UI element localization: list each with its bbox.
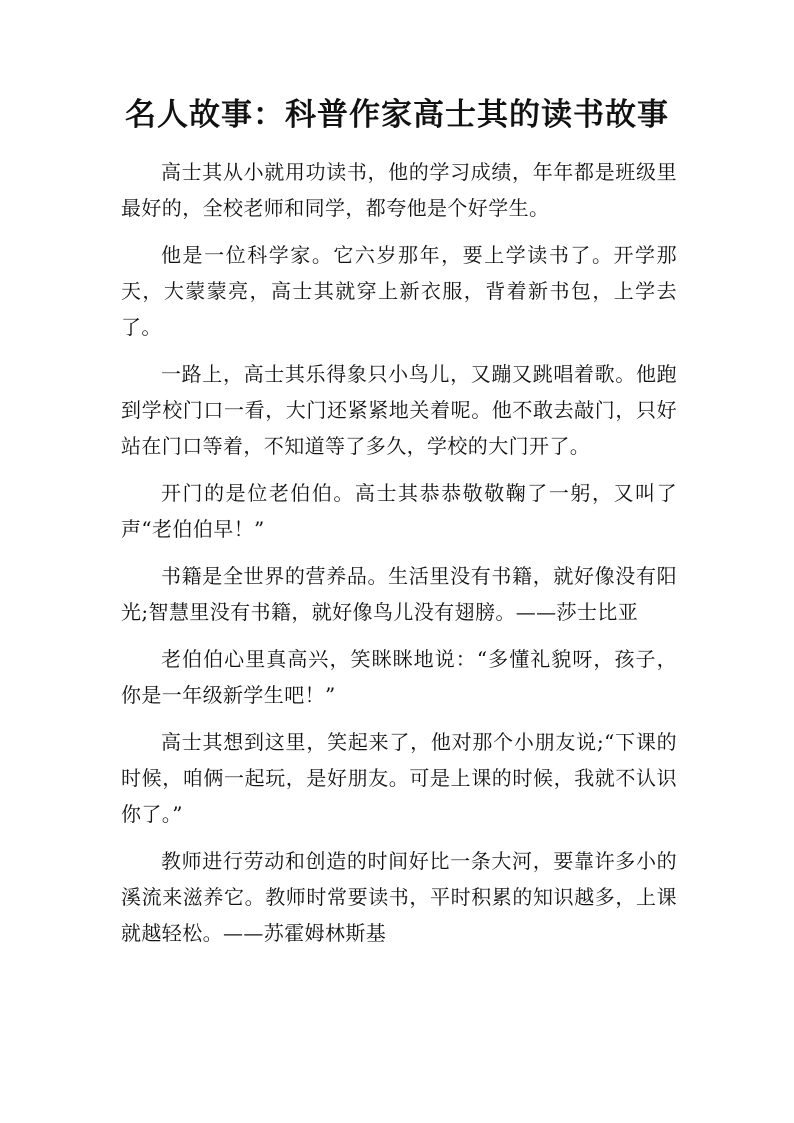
paragraph-4: 开门的是位老伯伯。高士其恭恭敬敬鞠了一躬，又叫了声“老伯伯早！” bbox=[121, 481, 677, 541]
paragraph-2: 他是一位科学家。它六岁那年，要上学读书了。开学那天，大蒙蒙亮，高士其就穿上新衣服，背着新书包，上学去了。 bbox=[121, 243, 677, 339]
paragraph-7: 高士其想到这里，笑起来了，他对那个小朋友说;“下课的时候，咱俩一起玩，是好朋友。可是上课的时候，我就不认识你了。” bbox=[121, 730, 677, 826]
paragraph-1: 高士其从小就用功读书，他的学习成绩，年年都是班级里最好的，全校老师和同学，都夸他是个好学生。 bbox=[121, 160, 677, 220]
quote-paragraph-shakespeare: 书籍是全世界的营养品。生活里没有书籍，就好像没有阳光;智慧里没有书籍，就好像鸟儿没有翅膀。——莎士比亚 bbox=[121, 564, 677, 624]
paragraph-3: 一路上，高士其乐得象只小鸟儿，又蹦又跳唱着歌。他跑到学校门口一看，大门还紧紧地关着呢。他不敢去敲门，只好站在门口等着，不知道等了多久，学校的大门开了。 bbox=[121, 362, 677, 458]
paragraph-6: 老伯伯心里真高兴，笑眯眯地说：“多懂礼貌呀，孩子，你是一年级新学生吧！” bbox=[121, 647, 677, 707]
document-body bbox=[121, 154, 677, 962]
quote-paragraph-sukhomlinsky: 教师进行劳动和创造的时间好比一条大河，要靠许多小的溪流来滋养它。教师时常要读书，平时积累的知识越多，上课就越轻松。——苏霍姆林斯基 bbox=[121, 849, 677, 945]
document-title: 名人故事：科普作家高士其的读书故事 bbox=[125, 97, 669, 133]
